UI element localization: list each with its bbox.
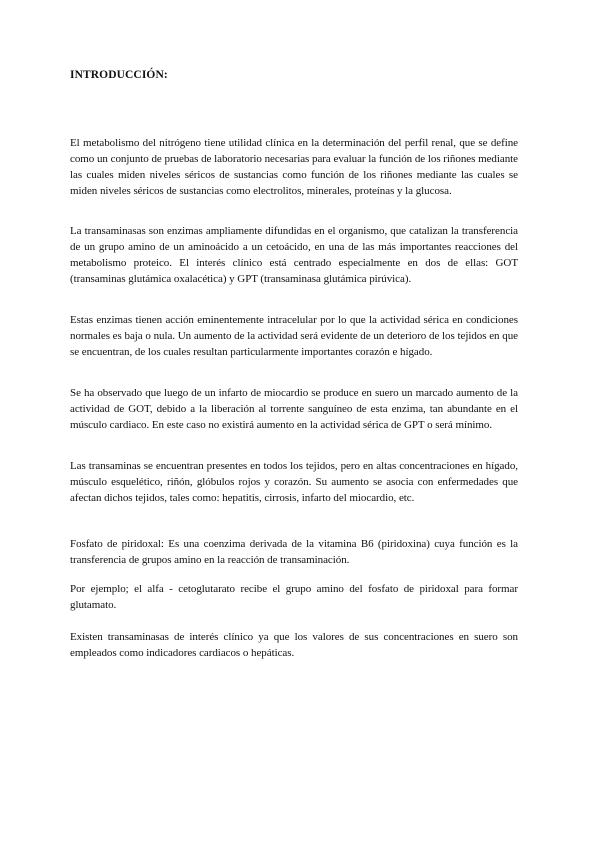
paragraph-tissue-distribution: Las transaminas se encuentran presentes en todos los tejidos, pero en altas concentraciones en hígado, músculo esquelético, riñón, glóbulos rojos y corazón. Su aumento se asocia con enfermedades que afectan dichos tejidos, tales como: hepatitis, cirrosis, infarto del miocardio, etc. — [70, 460, 518, 504]
paragraph-transaminases-definition: La transaminasas son enzimas ampliamente difundidas en el organismo, que catalizan la transferencia de un grupo amino de un aminoácido a un cetoácido, en una de las más importantes reacciones del metabolismo proteico. El interés clínico está centrado especialmente en dos de ellas: GOT (transaminas glutámica oxalacética) y GPT (transaminasa glutámica pirúvica). — [70, 225, 518, 285]
paragraph-clinical-interest: Existen transaminasas de interés clínico ya que los valores de sus concentraciones en suero son empleados como indicadores cardiacos o hepáticas. — [70, 631, 518, 659]
paragraph-myocardial-infarction: Se ha observado que luego de un infarto de miocardio se produce en suero un marcado aumento de la actividad de GOT, debido a la liberación al torrente sanguíneo de esta enzima, tan abundante en el músculo cardiaco. En este caso no existirá aumento en la actividad sérica de GPT o será mínimo. — [70, 387, 518, 431]
section-heading: INTRODUCCIÓN: — [70, 69, 168, 81]
paragraph-intracellular-action: Estas enzimas tienen acción eminentemente intracelular por lo que la actividad sérica en condiciones normales es baja o nula. Un aumento de la actividad será evidente de un deterioro de los tejidos en que se encuentran, de los cuales resultan particularmente importantes corazón e hígado. — [70, 314, 518, 358]
paragraph-renal-profile: El metabolismo del nitrógeno tiene utilidad clínica en la determinación del perfil renal, que se define como un conjunto de pruebas de laboratorio necesarias para evaluar la función de los riñones mediante las cuales miden niveles séricos de sustancias como función de los riñones mediante las cuales se miden niveles séricos de sustancias como electrolitos, minerales, proteínas y la glucosa. — [70, 137, 518, 197]
paragraph-example: Por ejemplo; el alfa - cetoglutarato recibe el grupo amino del fosfato de piridoxal para formar glutamato. — [70, 583, 518, 611]
paragraph-pyridoxal-phosphate: Fosfato de piridoxal: Es una coenzima derivada de la vitamina B6 (piridoxina) cuya función es la transferencia de grupos amino en la reacción de transaminación. — [70, 538, 518, 566]
